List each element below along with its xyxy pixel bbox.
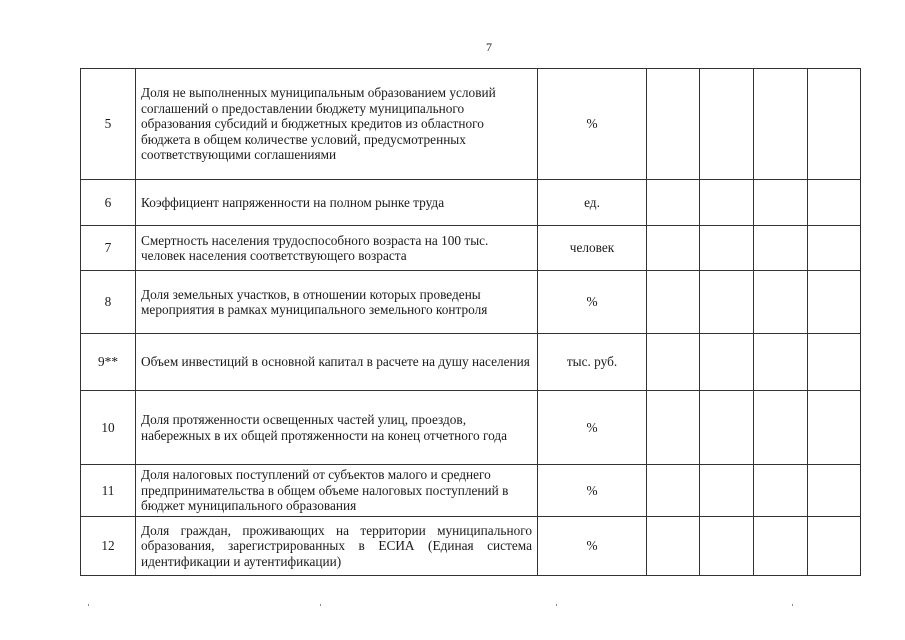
empty-value-cell bbox=[647, 180, 700, 226]
empty-value-cell bbox=[754, 391, 808, 465]
row-number: 5 bbox=[81, 69, 136, 180]
indicator-name: Коэффициент напряженности на полном рынке труда bbox=[136, 180, 538, 226]
indicator-name: Доля налоговых поступлений от субъектов малого и среднего предпринимательства в общем объеме налоговых поступлений в бюджет муниципального образования bbox=[136, 465, 538, 517]
unit: % bbox=[538, 391, 647, 465]
indicator-name: Объем инвестиций в основной капитал в расчете на душу населения bbox=[136, 334, 538, 391]
empty-value-cell bbox=[808, 517, 861, 576]
table-row bbox=[81, 180, 861, 226]
unit: человек bbox=[538, 226, 647, 271]
row-number: 8 bbox=[81, 271, 136, 334]
empty-value-cell bbox=[700, 226, 754, 271]
row-number: 12 bbox=[81, 517, 136, 576]
unit: % bbox=[538, 271, 647, 334]
empty-value-cell bbox=[647, 226, 700, 271]
empty-value-cell bbox=[754, 180, 808, 226]
empty-value-cell bbox=[647, 465, 700, 517]
page-number: 7 bbox=[486, 40, 492, 54]
row-number: 6 bbox=[81, 180, 136, 226]
empty-value-cell bbox=[808, 334, 861, 391]
empty-value-cell bbox=[647, 391, 700, 465]
empty-value-cell bbox=[647, 271, 700, 334]
empty-value-cell bbox=[700, 180, 754, 226]
indicator-name: Доля земельных участков, в отношении которых проведены мероприятия в рамках муниципального земельного контроля bbox=[136, 271, 538, 334]
empty-value-cell bbox=[754, 334, 808, 391]
empty-value-cell bbox=[700, 271, 754, 334]
empty-value-cell bbox=[754, 465, 808, 517]
indicator-name: Доля не выполненных муниципальным образованием условий соглашений о предоставлении бюджету муниципального образования субсидий и бюджетных кредитов из областного бюджета в общем количестве условий, предусмотренных соответствующими соглашениями bbox=[136, 69, 538, 180]
indicator-name: Доля протяженности освещенных частей улиц, проездов, набережных в их общей протяженности на конец отчетного года bbox=[136, 391, 538, 465]
scan-speck bbox=[556, 604, 557, 606]
table-row bbox=[81, 465, 861, 517]
empty-value-cell bbox=[700, 465, 754, 517]
empty-value-cell bbox=[808, 391, 861, 465]
table-row bbox=[81, 517, 861, 576]
empty-value-cell bbox=[700, 517, 754, 576]
unit: % bbox=[538, 69, 647, 180]
indicator-name: Доля граждан, проживающих на территории муниципального образования, зарегистрированных в ЕСИА (Единая система идентификации и аутентификации) bbox=[136, 517, 538, 576]
unit: % bbox=[538, 517, 647, 576]
empty-value-cell bbox=[808, 271, 861, 334]
row-number: 9** bbox=[81, 334, 136, 391]
row-number: 11 bbox=[81, 465, 136, 517]
empty-value-cell bbox=[754, 226, 808, 271]
table-row bbox=[81, 334, 861, 391]
unit: % bbox=[538, 465, 647, 517]
row-number: 7 bbox=[81, 226, 136, 271]
empty-value-cell bbox=[808, 180, 861, 226]
empty-value-cell bbox=[808, 226, 861, 271]
empty-value-cell bbox=[700, 391, 754, 465]
empty-value-cell bbox=[754, 271, 808, 334]
scan-speck bbox=[88, 604, 89, 606]
empty-value-cell bbox=[700, 69, 754, 180]
row-number: 10 bbox=[81, 391, 136, 465]
table-row bbox=[81, 226, 861, 271]
table-row bbox=[81, 391, 861, 465]
empty-value-cell bbox=[754, 69, 808, 180]
scan-speck bbox=[792, 604, 793, 606]
empty-value-cell bbox=[647, 69, 700, 180]
empty-value-cell bbox=[808, 69, 861, 180]
empty-value-cell bbox=[647, 517, 700, 576]
empty-value-cell bbox=[700, 334, 754, 391]
unit: тыс. руб. bbox=[538, 334, 647, 391]
indicators-table bbox=[80, 68, 861, 576]
table-row bbox=[81, 69, 861, 180]
scan-speck bbox=[320, 604, 321, 606]
indicator-name: Смертность населения трудоспособного возраста на 100 тыс. человек населения соответствующего возраста bbox=[136, 226, 538, 271]
unit: ед. bbox=[538, 180, 647, 226]
table-row bbox=[81, 271, 861, 334]
empty-value-cell bbox=[808, 465, 861, 517]
empty-value-cell bbox=[647, 334, 700, 391]
empty-value-cell bbox=[754, 517, 808, 576]
